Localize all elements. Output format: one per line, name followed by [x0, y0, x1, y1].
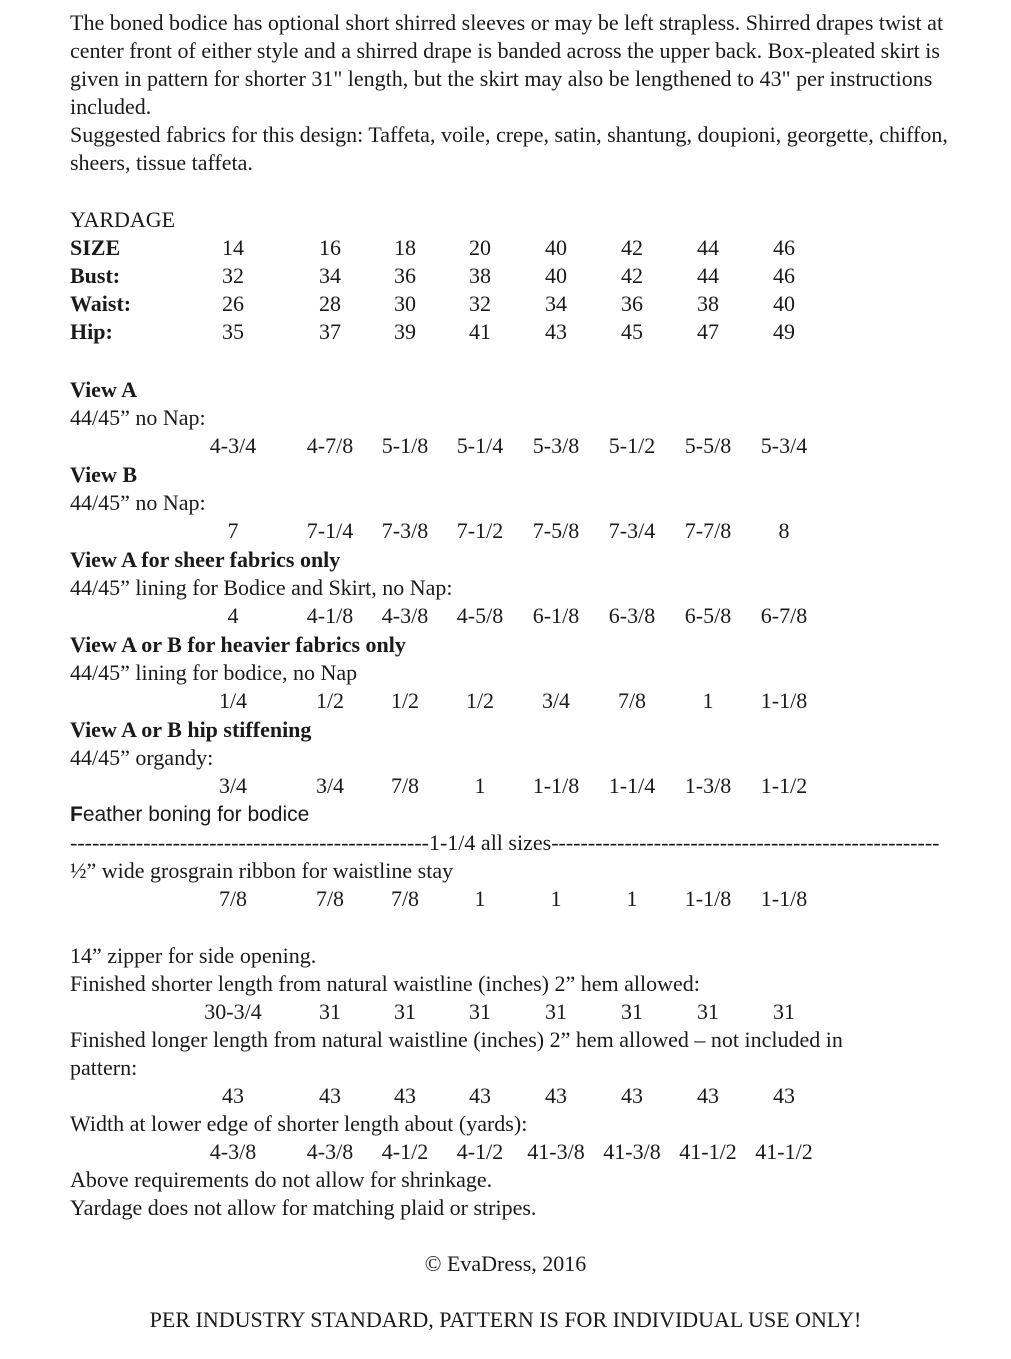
- hip-value: 49: [773, 319, 795, 344]
- bust-value: 38: [469, 263, 491, 288]
- lower-edge-width-value: 41-3/8: [527, 1139, 585, 1164]
- sheer-yardage: 6-3/8: [608, 603, 656, 628]
- hip-stiffening-yardage: 7/8: [390, 773, 420, 798]
- heavier-yardage: 7/8: [617, 688, 647, 713]
- bust-value: 36: [394, 263, 416, 288]
- lower-edge-width-value: 41-1/2: [755, 1139, 813, 1164]
- view-a-title: View A: [70, 377, 138, 402]
- ribbon-yardage: 1: [626, 886, 638, 911]
- hip-stiffening-yardage: 3/4: [218, 773, 248, 798]
- size-value: 18: [394, 235, 416, 260]
- waist-value: 38: [697, 291, 719, 316]
- bust-label: Bust:: [70, 263, 121, 288]
- view-a-yardage: 5-1/2: [608, 433, 656, 458]
- heavier-yardage: 1: [702, 688, 714, 713]
- hip-value: 35: [222, 319, 244, 344]
- size-value: 42: [621, 235, 643, 260]
- ribbon-yardage: 7/8: [390, 886, 420, 911]
- lower-edge-width-value: 4-3/8: [209, 1139, 257, 1164]
- boning-title-rest: eather boning for bodice: [82, 803, 310, 826]
- waist-value: 32: [469, 291, 491, 316]
- waist-value: 28: [319, 291, 341, 316]
- sheer-fabric: 44/45” lining for Bodice and Skirt, no Nap:: [70, 575, 453, 600]
- hip-stiffening-title: View A or B hip stiffening: [70, 717, 312, 742]
- size-value: 14: [222, 235, 244, 260]
- yardage-heading: YARDAGE: [70, 207, 176, 232]
- bust-value: 44: [697, 263, 719, 288]
- heavier-yardage: 1/2: [315, 688, 345, 713]
- sheer-yardage: 4: [227, 603, 239, 628]
- view-a-yardage: 5-5/8: [684, 433, 732, 458]
- hip-label: Hip:: [70, 319, 113, 344]
- view-a-yardage: 5-3/8: [532, 433, 580, 458]
- bust-value: 42: [621, 263, 643, 288]
- sheer-yardage: 4-5/8: [456, 603, 504, 628]
- view-a-yardage: 4-3/4: [209, 433, 257, 458]
- view-b-yardage: 7-5/8: [532, 518, 580, 543]
- heavier-yardage: 1/2: [465, 688, 495, 713]
- view-b-title: View B: [70, 462, 138, 487]
- hip-stiffening-yardage: 1-1/2: [760, 773, 808, 798]
- hip-stiffening-yardage: 1-1/8: [532, 773, 580, 798]
- view-a-yardage: 5-1/4: [456, 433, 504, 458]
- lower-edge-width-value: 4-1/2: [381, 1139, 429, 1164]
- heavier-yardage: 1/4: [218, 688, 248, 713]
- dash-left: -------------------------------------------------: [70, 830, 429, 855]
- view-a-yardage: 5-1/8: [381, 433, 429, 458]
- suggested-fabrics: Suggested fabrics for this design: Taffeta, voile, crepe, satin, shantung, doupioni, georgette, chiffon, sheers, tissue taffeta.: [70, 122, 948, 175]
- heavier-yardage: 1/2: [390, 688, 420, 713]
- view-b-yardage: 7-1/2: [456, 518, 504, 543]
- waist-value: 34: [545, 291, 567, 316]
- design-description: The boned bodice has optional short shirred sleeves or may be left strapless. Shirred drapes twist at center front of either style and a shirred drape is banded across the upper back. Box-pleated skirt is given in pattern for shorter 31" length, but the skirt may also be lengthened to 43" per instructions included.: [70, 10, 944, 119]
- hip-value: 37: [319, 319, 341, 344]
- bust-value: 40: [545, 263, 567, 288]
- ribbon-yardage: 7/8: [218, 886, 248, 911]
- shorter-length-value: 31: [469, 999, 491, 1024]
- sheer-yardage: 6-1/8: [532, 603, 580, 628]
- lower-edge-width-value: 4-1/2: [456, 1139, 504, 1164]
- size-value: 40: [545, 235, 567, 260]
- shorter-length-value: 31: [621, 999, 643, 1024]
- hip-value: 39: [394, 319, 416, 344]
- shrinkage-note: Above requirements do not allow for shrinkage.: [70, 1167, 493, 1192]
- shorter-length-value: 31: [697, 999, 719, 1024]
- bust-value: 32: [222, 263, 244, 288]
- longer-length-label-1: Finished longer length from natural waistline (inches) 2” hem allowed – not included in: [70, 1027, 843, 1052]
- sheer-yardage: 4-1/8: [306, 603, 354, 628]
- longer-length-value: 43: [545, 1083, 567, 1108]
- zipper-note: 14” zipper for side opening.: [70, 943, 317, 968]
- boning-all-sizes: 1-1/4 all sizes: [428, 830, 552, 855]
- shorter-length-value: 31: [319, 999, 341, 1024]
- shorter-length-label: Finished shorter length from natural waistline (inches) 2” hem allowed:: [70, 971, 700, 996]
- view-b-yardage: 7: [227, 518, 239, 543]
- size-value: 16: [319, 235, 341, 260]
- ribbon-yardage: 7/8: [315, 886, 345, 911]
- heavier-yardage: 1-1/8: [760, 688, 808, 713]
- view-b-yardage: 7-3/4: [608, 518, 656, 543]
- longer-length-value: 43: [222, 1083, 244, 1108]
- shorter-length-value: 31: [773, 999, 795, 1024]
- dash-right: -----------------------------------------------------: [551, 830, 940, 855]
- copyright: © EvaDress, 2016: [424, 1251, 587, 1276]
- boning-all-sizes-line: [70, 829, 965, 857]
- hip-value: 47: [697, 319, 719, 344]
- heavier-fabric: 44/45” lining for bodice, no Nap: [70, 660, 358, 685]
- waist-label: Waist:: [70, 291, 132, 316]
- sheer-yardage: 6-7/8: [760, 603, 808, 628]
- hip-stiffening-yardage: 1: [474, 773, 486, 798]
- shorter-length-value: 30-3/4: [204, 999, 262, 1024]
- heavier-title: View A or B for heavier fabrics only: [70, 632, 406, 657]
- size-label: SIZE: [70, 235, 121, 260]
- lower-edge-width-value: 41-1/2: [679, 1139, 737, 1164]
- shorter-length-value: 31: [394, 999, 416, 1024]
- view-b-yardage: 7-1/4: [306, 518, 354, 543]
- view-b-fabric: 44/45” no Nap:: [70, 490, 206, 515]
- shorter-length-value: 31: [545, 999, 567, 1024]
- hip-stiffening-yardage: 1-1/4: [608, 773, 656, 798]
- longer-length-value: 43: [773, 1083, 795, 1108]
- ribbon-yardage: 1: [474, 886, 486, 911]
- sheer-yardage: 6-5/8: [684, 603, 732, 628]
- size-value: 46: [773, 235, 795, 260]
- longer-length-label-2: pattern:: [70, 1055, 138, 1080]
- bust-value: 46: [773, 263, 795, 288]
- lower-edge-width-value: 41-3/8: [603, 1139, 661, 1164]
- view-b-yardage: 8: [778, 518, 790, 543]
- view-b-yardage: 7-7/8: [684, 518, 732, 543]
- boning-title: [70, 801, 309, 829]
- usage-disclaimer: PER INDUSTRY STANDARD, PATTERN IS FOR INDIVIDUAL USE ONLY!: [149, 1307, 862, 1332]
- longer-length-value: 43: [319, 1083, 341, 1108]
- longer-length-value: 43: [697, 1083, 719, 1108]
- hip-value: 41: [469, 319, 491, 344]
- ribbon-label: ½” wide grosgrain ribbon for waistline stay: [70, 858, 454, 883]
- waist-value: 26: [222, 291, 244, 316]
- view-a-fabric: 44/45” no Nap:: [70, 405, 206, 430]
- width-label: Width at lower edge of shorter length about (yards):: [70, 1111, 528, 1136]
- ribbon-yardage: 1: [550, 886, 562, 911]
- sheer-title: View A for sheer fabrics only: [70, 547, 341, 572]
- boning-title-initial: F: [70, 803, 83, 826]
- longer-length-value: 43: [621, 1083, 643, 1108]
- view-a-yardage: 4-7/8: [306, 433, 354, 458]
- heavier-yardage: 3/4: [541, 688, 571, 713]
- view-a-yardage: 5-3/4: [760, 433, 808, 458]
- size-value: 20: [469, 235, 491, 260]
- ribbon-yardage: 1-1/8: [760, 886, 808, 911]
- hip-stiffening-yardage: 3/4: [315, 773, 345, 798]
- hip-value: 45: [621, 319, 643, 344]
- hip-stiffening-fabric: 44/45” organdy:: [70, 745, 214, 770]
- waist-value: 30: [394, 291, 416, 316]
- hip-value: 43: [545, 319, 567, 344]
- longer-length-value: 43: [394, 1083, 416, 1108]
- plaid-note: Yardage does not allow for matching plaid or stripes.: [70, 1195, 537, 1220]
- waist-value: 36: [621, 291, 643, 316]
- longer-length-value: 43: [469, 1083, 491, 1108]
- size-value: 44: [697, 235, 719, 260]
- ribbon-yardage: 1-1/8: [684, 886, 732, 911]
- sheer-yardage: 4-3/8: [381, 603, 429, 628]
- view-b-yardage: 7-3/8: [381, 518, 429, 543]
- lower-edge-width-value: 4-3/8: [306, 1139, 354, 1164]
- bust-value: 34: [319, 263, 341, 288]
- waist-value: 40: [773, 291, 795, 316]
- hip-stiffening-yardage: 1-3/8: [684, 773, 732, 798]
